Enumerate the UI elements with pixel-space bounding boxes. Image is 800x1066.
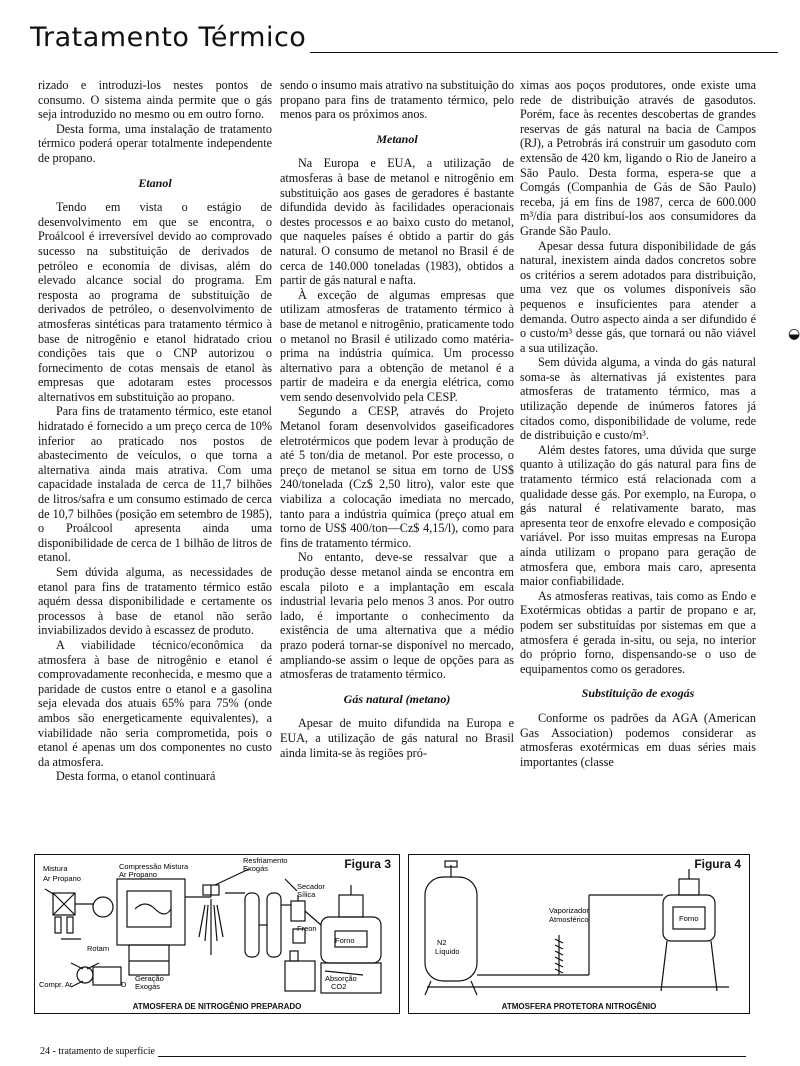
fig3-label-compressao: Compressão Mistura <box>119 862 189 871</box>
figure-3-caption: ATMOSFERA DE NITROGÊNIO PREPARADO <box>132 1002 302 1011</box>
paragraph: Apesar dessa futura disponibilidade de gás natural, inexistem ainda dados concretos sobre os critérios a serem adotados para distribuição, uma vez que os volumes disponíveis são pequenos e insuficientes para atender a demanda. Outro aspecto ainda a ser difundido é o custo/m³ desse gás, que tornará ou não viável a sua utilização. <box>520 238 756 355</box>
fig3-label-mistura: Mistura <box>43 864 68 873</box>
paragraph: ximas aos poços produtores, onde existe uma rede de distribuição através de gasodutos. Porém, face às recentes descobertas de grandes reservas de gás natural na bacia de Campos (RJ), a Petrobrás irá construir um gasoduto com extensão de 420 km, ligando o Rio de Janeiro a São Paulo. Desta forma, espera-se que a Comgás (Companhia de Gás de São Paulo) receba, já em fins de 1987, cerca de 600.000 m³/dia para distribuí-los aos consumidores da Grande São Paulo. <box>520 78 756 238</box>
nitrogen-tank <box>425 877 477 981</box>
fig4-label-liquido: Líquido <box>435 947 460 956</box>
column-1 <box>38 78 272 784</box>
fig3-label-rotam: Rotam <box>87 944 110 953</box>
fig3-label-geracao: Geração <box>135 974 164 983</box>
fig3-label-exogas: Exogás <box>243 864 269 873</box>
fig4-label-atmosferico: Atmosférico <box>549 915 589 924</box>
fig4-label-forno: Forno <box>679 914 699 923</box>
figure-3-title: Figura 3 <box>344 857 391 871</box>
paragraph: À exceção de algumas empresas que utilizam atmosferas de tratamento térmico à base de metanol e nitrogênio, praticamente todo o metanol no Brasil é utilizado como matéria-prima na indústria química. Um processo alternativo para a obtenção de metanol é a partir de madeira e da energia elétrica, como vem sendo desenvolvido pela CESP. <box>280 287 514 404</box>
section-heading-etanol: Etanol <box>138 175 172 190</box>
figure-4-diagram <box>409 855 749 1013</box>
section-heading-exogas: Substituição de exogás <box>581 686 695 701</box>
figure-4 <box>408 854 750 1014</box>
fig3-label-absorcao: Absorção <box>325 974 357 983</box>
paragraph: Conforme os padrões da AGA (American Gas Association) podemos considerar as atmosferas exotérmicas em duas séries mais importantes (classe <box>520 710 756 769</box>
fig3-label-ar-propano-2: Ar Propano <box>119 870 157 879</box>
paragraph: Para fins de tratamento térmico, este etanol hidratado é fornecido a um preço cerca de 10% inferior ao praticado nos postos de abastecimento de veículos, o que torna a alternativa ainda mais atrativa. Com uma capacidade instalada de cerca de 11,7 bilhões de litros/safra e um consumo estimado de cerca de 10,7 bilhões (posição em setembro de 1985), o Proálcool apresenta ainda uma disponibilidade de cerca de 1 bilhão de litros de etanol. <box>38 404 272 565</box>
section-heading-gas-natural: Gás natural (metano) <box>343 691 451 706</box>
paragraph: Desta forma, o etanol continuará <box>56 769 216 784</box>
paragraph: Segundo a CESP, através do Projeto Metanol foram desenvolvidos gaseificadores eletrotérmicos que podem levar à produção de até 5 ton/dia de metanol. Por este processo, o preço de metanol se situa em torno de US$ 240/tonelada (Cz$ 2,50 litro), valor este que viabiliza a colocação imediata no mercado, tanto para a indústria química (preço atual em torno de US$ 400/ton—Cz$ 4,15/l), como para fins de tratamento térmico. <box>280 404 514 550</box>
column-3 <box>520 78 756 769</box>
paragraph: Apesar de muito difundida na Europa e EUA, a utilização de gás natural no Brasil ainda limita-se às regiões pró- <box>280 716 514 760</box>
fig3-label-ar-propano: Ar Propano <box>43 874 81 883</box>
page-title: Tratamento Térmico <box>30 22 310 53</box>
paragraph: Na Europa e EUA, a utilização de atmosferas à base de metanol e nitrogênio em substituição aos gases de geradores é bastante difundida devido às facilidades operacionais destes processos e ao baixo custo do metanol, que naqueles países é obtido a partir do gás natural. O consumo de metanol no Brasil é de cerca de 140.000 toneladas (1983), obtidos a partir de gás natural e nafta. <box>280 156 514 288</box>
paragraph: Sem dúvida alguma, as necessidades de etanol para fins de tratamento térmico estão aquém dessa disponibilidade e certamente os processos à base de etanol não serão inviabilizados devido à escassez de produto. <box>38 565 272 638</box>
compressor <box>93 897 113 917</box>
dryer-column <box>245 893 259 957</box>
fig3-label-forno: Forno <box>335 936 355 945</box>
fig4-label-n2: N2 <box>437 938 447 947</box>
figure-3 <box>34 854 400 1014</box>
vaporizer-coil <box>555 935 563 975</box>
page-footer <box>40 1046 746 1057</box>
paragraph: sendo o insumo mais atrativo na substituição do propano para fins de tratamento térmico, pelo menos para os próximos anos. <box>280 78 514 122</box>
paragraph: No entanto, deve-se ressalvar que a produção desse metanol ainda se encontra em escala piloto e a implantação em escala industrial levaria pelo menos 3 anos. Por outro lado, é importante o conhecimento da existência de uma alternativa que a médio prazo poderá tornar-se disponível no mercado, ampliando-se assim o leque de opções para as atmosferas de tratamento térmico. <box>280 550 514 682</box>
figure-4-title: Figura 4 <box>694 857 741 871</box>
paragraph: Além destes fatores, uma dúvida que surge quanto à utilização do gás natural para fins de tratamento térmico está relacionada com a qualidade desse gás. Por exemplo, na Europa, o gás natural é relativamente barato, mas apresenta teor de enxofre elevado e composição variável. Por isso muitas empresas na Europa ainda utilizam o propano para geração de atmosfera que, embora mais caro, apresenta maior confiabilidade. <box>520 442 756 589</box>
fig4-label-vaporizador: Vaporizador <box>549 906 589 915</box>
paragraph: Tendo em vista o estágio de desenvolvimento em que se encontra, o Proálcool é irreversível devido ao comprovado sucesso na substituição de derivados de petróleo e economia de divisas, além do elevado alcance social do programa. Em resposta ao programa de substituição de derivados de petróleo, o desenvolvimento de atmosferas sintéticas para tratamento térmico à base de nitrogênio e etanol hidratado criou condições tais que o CNP autorizou o fornecimento de cotas mensais de etanol às empresas que adotaram estes processos alternativos em substituição ao propano. <box>38 200 272 404</box>
fig3-label-resfriamento: Resfriamento <box>243 856 288 865</box>
fig3-label-freon: Freon <box>297 924 317 933</box>
page-header <box>30 22 778 62</box>
paragraph: Desta forma, uma instalação de tratamento térmico poderá operar totalmente independente de propano. <box>38 121 272 165</box>
paragraph: A viabilidade técnico/econômica da atmosfera à base de nitrogênio e etanol é comprovadamente reconhecida, e mesmo que a paridade de custos entre o etanol e a gasolina seja elevada dos atuais 65% para 75% (onde ambos são energeticamente equivalentes), a viabilidade não seria comprometida, pois o etanol é apenas um dos componentes no custo da atmosfera. <box>38 637 272 769</box>
paragraph: rizado e introduzi-los nestes pontos de consumo. O sistema ainda permite que o gás seja introduzido no mesmo ou em outro forno. <box>38 78 272 122</box>
figure-3-diagram <box>35 855 399 1013</box>
figure-4-caption: ATMOSFERA PROTETORA NITROGÊNIO <box>501 1002 657 1011</box>
section-heading-metanol: Metanol <box>376 131 418 146</box>
fig3-label-co2: CO2 <box>331 982 347 991</box>
paragraph: As atmosferas reativas, tais como as Endo e Exotérmicas obtidas a partir de propano e ar, podem ser substituídas por sistemas em que a atmosfera é gerada in-situ, ou seja, no interior do próprio forno, dispensando-se o uso de equipamentos como os geradores. <box>520 588 756 676</box>
footer-text: 24 - tratamento de superfície <box>40 1046 158 1057</box>
paragraph: Sem dúvida alguma, a vinda do gás natural soma-se às alternativas já existentes para atmosferas de tratamento térmico, mas a utilização depende de inúmeros fatores já citados como, disponibilidade de volume, rede de distribuição e custo/m³. <box>520 355 756 443</box>
dryer-column <box>267 893 281 957</box>
fig3-label-silica: Sílica <box>297 890 316 899</box>
fig3-label-compr-ar: Compr. Ar <box>39 980 73 989</box>
margin-mark: ◒ <box>788 326 800 342</box>
column-2 <box>280 78 514 760</box>
fig3-label-secador: Secador <box>297 882 325 891</box>
fig3-label-d: D <box>121 980 127 989</box>
fig3-label-exogas-2: Exogás <box>135 982 161 991</box>
